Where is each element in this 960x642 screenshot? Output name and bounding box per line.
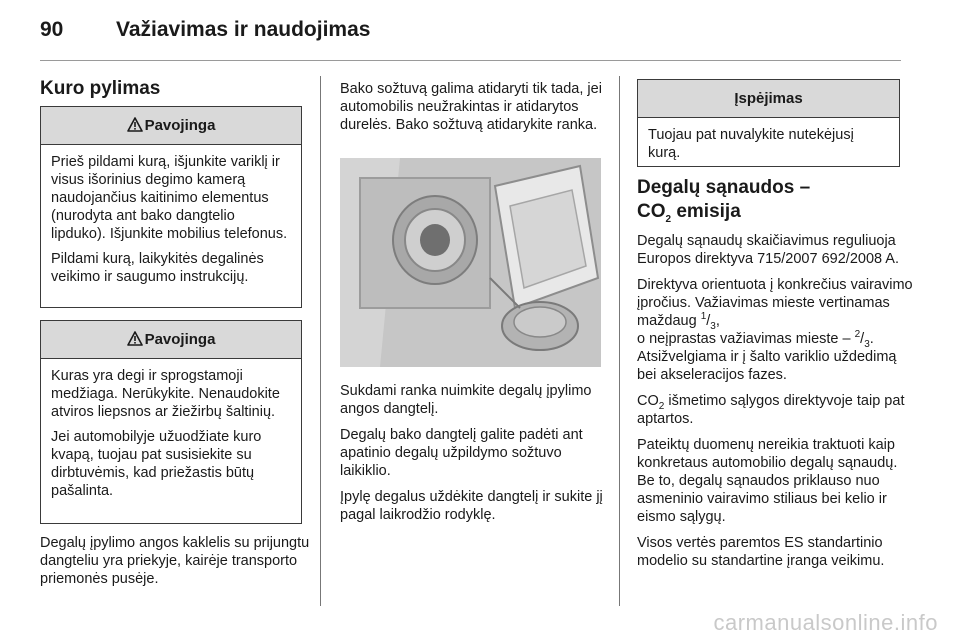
- warning-box-2-header: [41, 321, 301, 359]
- warning-box-1-header: [41, 107, 301, 145]
- fuel-cap-text-2: Degalų bako dangtelį galite padėti ant apatinio degalų užpildymo sožtuvo laikiklio.: [340, 427, 583, 479]
- warning-triangle-icon: [127, 323, 143, 361]
- warning-box-1-text-1: Prieš pildami kurą, išjunkite variklį ir visus išorinius degimo kamerą naudojančius kaitinimo elementus (nurodyta ant bako dangtelio lipduko). Išjunkite mobilius telefonus.: [51, 154, 288, 242]
- notice-box-header: Įspėjimas: [638, 80, 899, 118]
- warning-box-2-text-1: Kuras yra degi ir sprogstamoji medžiaga. Nerūkykite. Nenaudokite atviros liepsnos ar žiežirbų šaltinių.: [51, 368, 280, 420]
- page-number: 90: [40, 18, 64, 41]
- watermark: carmanualsonline.info: [713, 610, 938, 635]
- warning-box-1-title: Pavojinga: [144, 117, 216, 134]
- consumption-text-2: Direktyva orientuota į konkrečius vairavimo įpročius. Važiavimas mieste vertinamas maždaug $^1/_3$, o neįprastas važiavimas mieste – $^2/_3$. Atsižvelgiama ir į šalto variklio uždedimą bei akseleracijos fazes.: [637, 277, 913, 383]
- consumption-subhead: [637, 176, 810, 224]
- consumption-text-4: Pateiktų duomenų nereikia traktuoti kaip konkretaus automobilio degalų sąnaudų. Be to, degalų sąnaudos priklauso nuo asmeninio vairavimo stiliaus bei kelio ir eismo sąlygų.: [637, 437, 898, 525]
- warning-box-2-title: Pavojinga: [144, 331, 216, 348]
- page-header-title: Važiavimas ir naudojimas: [116, 18, 371, 41]
- fuel-cap-text-3: Įpylę degalus uždėkite dangtelį ir sukite jį pagal laikrodžio rodyklę.: [340, 489, 603, 523]
- consumption-text-5: Visos vertės paremtos ES standartinio modelio su standartine įranga veikimu.: [637, 535, 885, 569]
- consumption-text-3: $CO_2$ išmetimo sąlygos direktyvoje taip pat aptartos.: [637, 393, 905, 427]
- warning-box-2-body: [41, 359, 301, 506]
- fuel-flap-intro-text: Bako sožtuvą galima atidaryti tik tada, jei automobilis neužrakintas ir atidarytos durelės. Bako sožtuvą atidarykite ranka.: [340, 81, 602, 133]
- consumption-text-1: Degalų sąnaudų skaičiavimus reguliuoja Europos direktyva 715/2007 692/2008 A.: [637, 233, 899, 267]
- column-divider-2: [619, 76, 620, 606]
- warning-box-1-text-2: Pildami kurą, laikykitės degalinės veikimo ir saugumo instrukcijų.: [51, 251, 264, 285]
- fuel-neck-location-text: Degalų įpylimo angos kaklelis su prijungtu dangteliu yra priekyje, kairėje transporto priemonės pusėje.: [40, 535, 310, 587]
- fuel-cap-text-block: [340, 382, 610, 532]
- fuel-cap-text-1: Sukdami ranka nuimkite degalų įpylimo angos dangtelį.: [340, 383, 592, 417]
- warning-box-2: [40, 320, 302, 524]
- notice-box-text: Tuojau pat nuvalykite nutekėjusį kurą.: [648, 127, 854, 161]
- warning-box-2-text-2: Jei automobilyje užuodžiate kuro kvapą, tuojau pat susisiekite su dirbtuvėmis, kad priežastis būtų pašalinta.: [51, 429, 262, 499]
- section-title: Kuro pylimas: [40, 78, 161, 99]
- consumption-subhead-line2: $CO_2$ emisija: [637, 201, 741, 225]
- consumption-text-block: [637, 232, 917, 578]
- notice-box: [637, 79, 900, 167]
- header-rule: [40, 60, 901, 61]
- warning-triangle-icon: [127, 109, 143, 147]
- fuel-filler-illustration: [340, 158, 601, 367]
- notice-box-body: [638, 118, 899, 168]
- consumption-subhead-line1: Degalų sąnaudos –: [637, 177, 811, 198]
- warning-box-1-body: [41, 145, 301, 292]
- warning-box-1: [40, 106, 302, 308]
- column-divider-1: [320, 76, 321, 606]
